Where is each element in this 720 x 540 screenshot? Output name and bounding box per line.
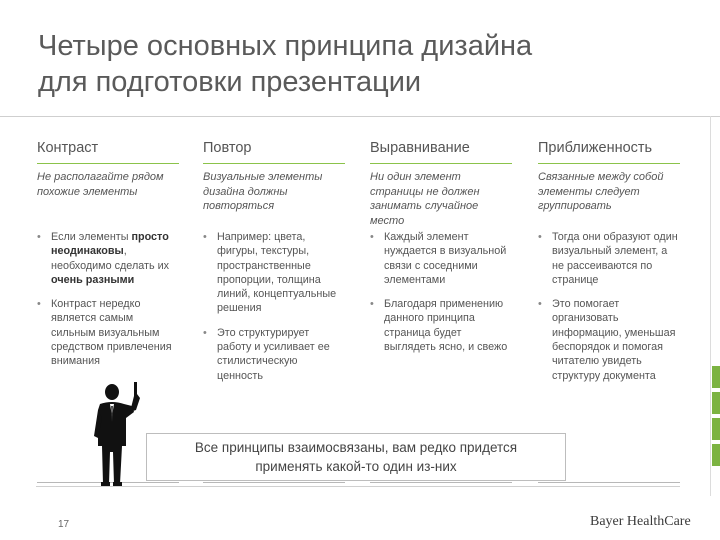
page-number: 17 xyxy=(58,519,70,530)
bullet-item: • Благодаря применению данного принципа страница будет выглядеть ясно, и свежо xyxy=(370,298,508,354)
principle-proximity xyxy=(538,140,680,393)
slide-title-line-1: Четыре основных принципа дизайна xyxy=(38,30,533,62)
principle-repetition xyxy=(203,140,345,393)
bullet-item: • Контраст нередко является самым сильным визуальным средством привлечения внимания xyxy=(37,298,172,368)
principle-contrast xyxy=(37,140,179,379)
bullet-item: • Каждый элемент нуждается в визуальной связи с соседними элементами xyxy=(370,231,507,286)
footer-rule xyxy=(36,486,680,487)
bullet-item: • Если элементы просто неодинаковы, необходимо сделать их очень разными xyxy=(37,231,170,286)
content-top-rule xyxy=(0,116,720,117)
column-bottom-rule xyxy=(203,482,345,483)
callout-line-1: Все принципы взаимосвязаны, вам редко придется xyxy=(194,440,518,455)
accent-bar-1 xyxy=(712,366,720,388)
slide-title xyxy=(38,28,678,100)
accent-bar-2 xyxy=(712,392,720,414)
principle-heading: Выравнивание xyxy=(370,140,512,164)
businessman-icon xyxy=(90,380,148,490)
slide-title-line-2: для подготовки презентации xyxy=(38,66,422,98)
emphasis-text: очень разными xyxy=(51,273,135,286)
principle-heading: Повтор xyxy=(203,140,345,164)
principle-bullets xyxy=(203,230,345,383)
accent-bar-3 xyxy=(712,418,720,440)
principle-heading: Приближенность xyxy=(538,140,680,164)
principle-alignment xyxy=(370,140,512,364)
principle-subtitle: Ни один элемент страницы не должен занимать случайное место xyxy=(370,171,480,227)
principle-heading: Контраст xyxy=(37,140,179,164)
principle-bullets xyxy=(37,230,179,369)
column-bottom-rule xyxy=(370,482,512,483)
principle-bullets xyxy=(370,230,512,354)
column-bottom-rule xyxy=(538,482,680,483)
principle-bullets xyxy=(538,230,680,383)
bullet-item: • Это помогает организовать информацию, уменьшая беспорядок и помогая читателю увидеть структуру документа xyxy=(538,298,676,382)
principle-subtitle: Связанные между собой элементы следует группировать xyxy=(538,171,664,212)
principle-subtitle: Не располагайте рядом похожие элементы xyxy=(37,171,164,198)
emphasis-text: просто неодинаковы xyxy=(51,231,169,258)
callout-line-2: применять какой-то один из-них xyxy=(255,459,457,474)
principle-subtitle: Визуальные элементы дизайна должны повторяться xyxy=(203,171,323,212)
bullet-item: • Это структурирует работу и усиливает ее стилистическую ценность xyxy=(203,326,330,382)
bullet-item: • Тогда они образуют один визуальный элемент, а не рассеиваются по странице xyxy=(538,231,678,286)
summary-callout xyxy=(146,433,566,481)
content-right-rule xyxy=(710,116,711,496)
company-logo: Bayer HealthCare xyxy=(590,514,691,529)
accent-bar-4 xyxy=(712,444,720,466)
bullet-item: • Например: цвета, фигуры, текстуры, пространственные пропорции, толщина линий, концептуальные решения xyxy=(203,231,337,315)
